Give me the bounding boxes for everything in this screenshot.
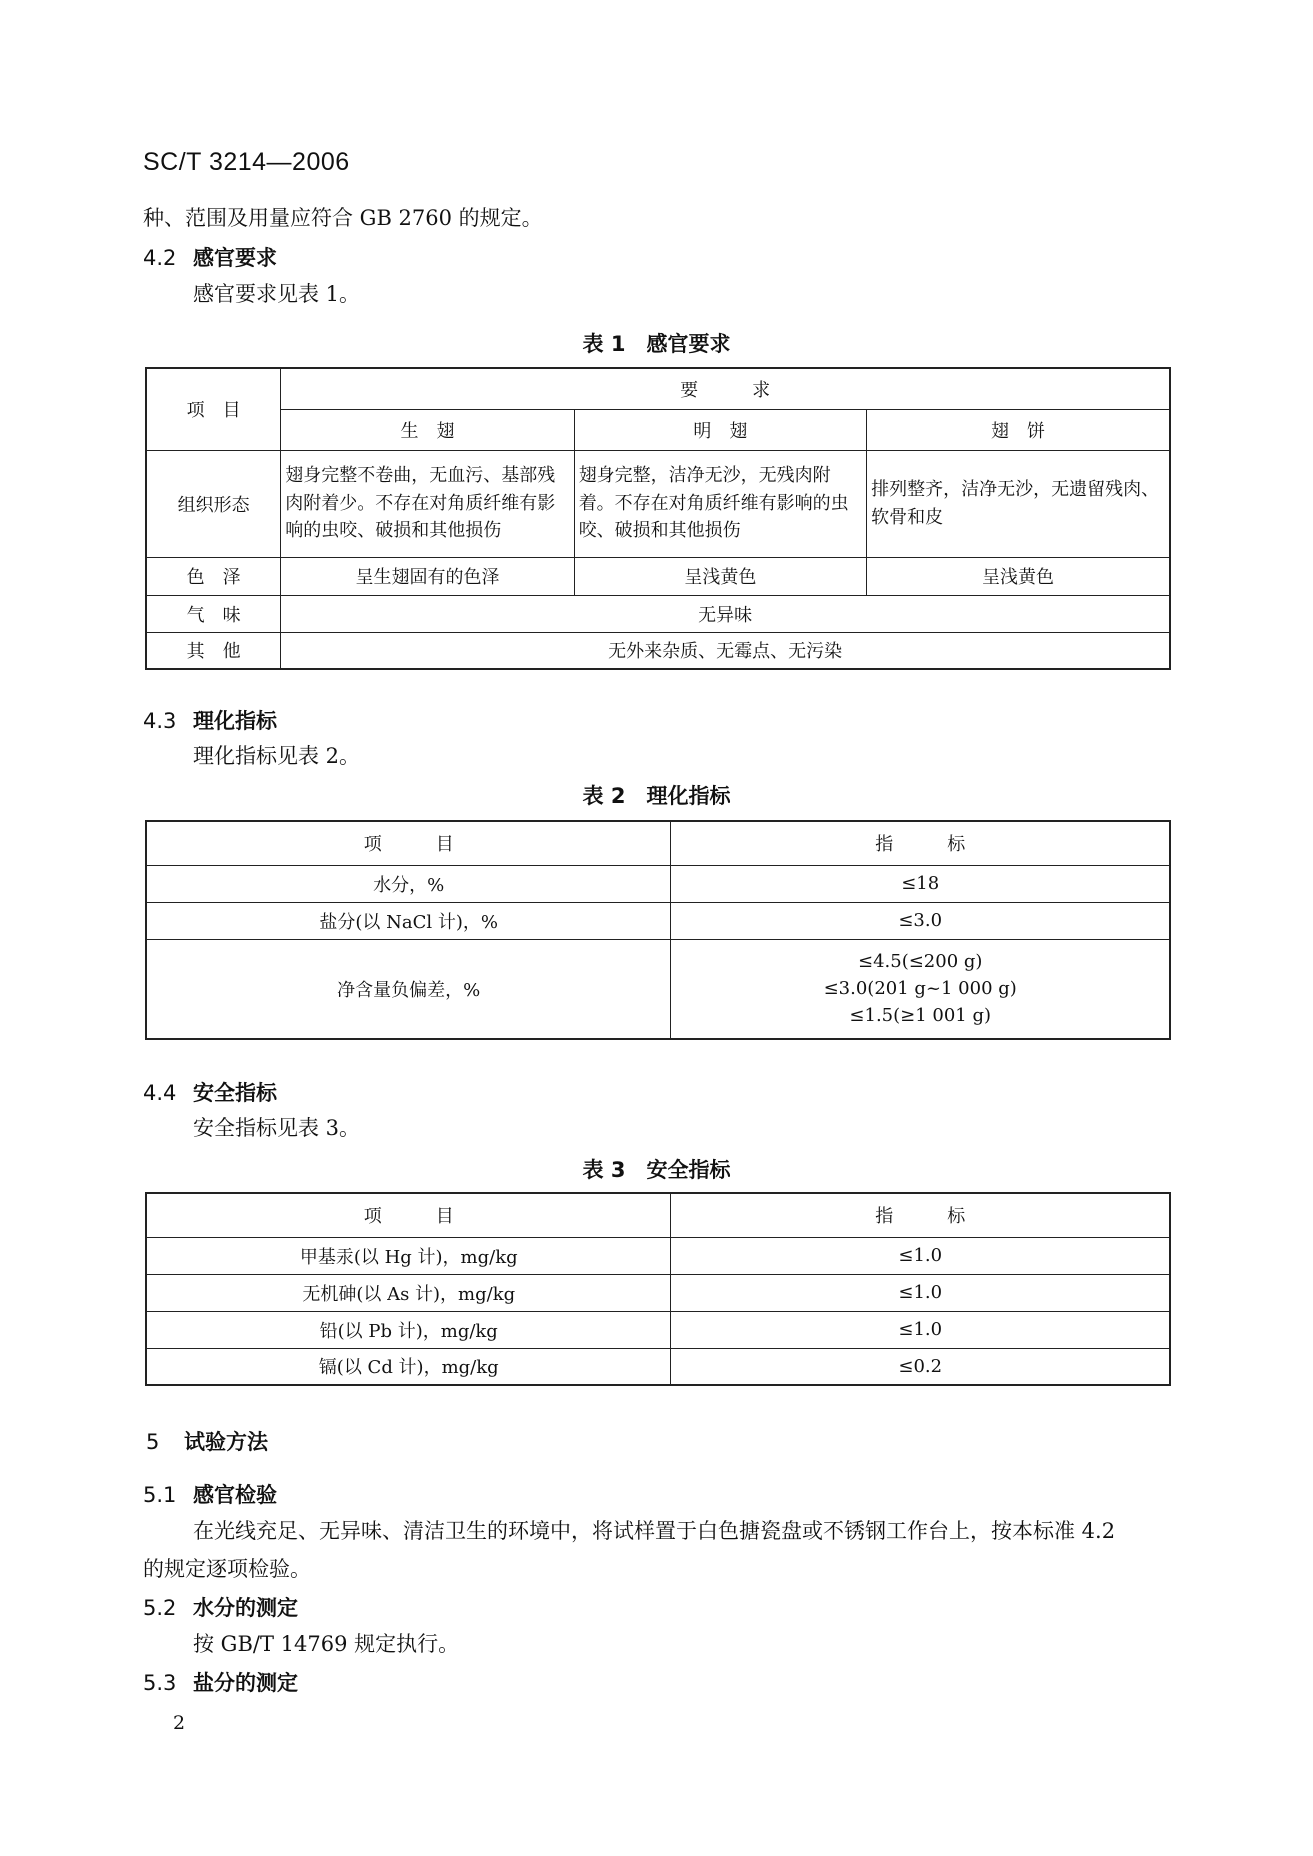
- table1-caption: 表 1 感官要求: [582, 332, 731, 356]
- cell: 呈生翅固有的色泽: [281, 557, 574, 595]
- row-label: 组织形态: [146, 450, 281, 557]
- section-4-4-text: 安全指标见表 3。: [193, 1116, 361, 1140]
- table1-subheader-fin-cake: 翅 饼: [867, 409, 1170, 450]
- section-title: 水分的测定: [193, 1596, 298, 1620]
- section-number: 5.3: [143, 1671, 177, 1695]
- section-number: 5: [146, 1430, 160, 1454]
- net-range-mid: ≤3.0(201 g~1 000 g): [823, 978, 1017, 1000]
- cell: ≤1.0: [671, 1274, 1170, 1311]
- cell: 净含量负偏差，%: [146, 939, 671, 1039]
- intro-line: 种、范围及用量应符合 GB 2760 的规定。: [143, 206, 543, 230]
- cell: 呈浅黄色: [867, 557, 1170, 595]
- table-row: [146, 450, 1170, 557]
- section-5-1-heading: [143, 1479, 277, 1509]
- section-title: 安全指标: [193, 1081, 277, 1105]
- section-5-2-heading: [143, 1592, 298, 1622]
- section-title: 感官检验: [193, 1483, 277, 1507]
- table1-subheader-bright-fin: 明 翅: [574, 409, 866, 450]
- section-title: 盐分的测定: [193, 1671, 298, 1695]
- cell: 呈浅黄色: [574, 557, 866, 595]
- cell: ≤1.0: [671, 1237, 1170, 1274]
- cell: ≤1.0: [671, 1311, 1170, 1348]
- section-number: 5.1: [143, 1483, 177, 1507]
- table1-header-item: 项 目: [146, 368, 281, 450]
- section-4-4-heading: [143, 1077, 277, 1107]
- cell: 无机砷(以 As 计)，mg/kg: [146, 1274, 671, 1311]
- section-4-3-text: 理化指标见表 2。: [193, 744, 361, 768]
- section-4-2-heading: [143, 242, 277, 272]
- section-number: 4.2: [143, 246, 177, 270]
- table3-caption: 表 3 安全指标: [582, 1158, 731, 1182]
- section-number: 4.3: [143, 709, 177, 733]
- standard-number: SC/T 3214—2006: [143, 148, 350, 176]
- table-row: [146, 1311, 1170, 1348]
- table1-subheader-raw-fin: 生 翅: [281, 409, 574, 450]
- table3-header-item: 项 目: [146, 1193, 671, 1237]
- section-number: 5.2: [143, 1596, 177, 1620]
- table-row: [146, 1237, 1170, 1274]
- safety-indicators-table: [145, 1192, 1171, 1386]
- cell: ≤0.2: [671, 1348, 1170, 1385]
- net-range-large: ≤1.5(≥1 001 g): [849, 1005, 992, 1027]
- section-title: 理化指标: [193, 709, 277, 733]
- cell: ≤18: [671, 865, 1170, 902]
- section-5-3-heading: [143, 1667, 298, 1697]
- section-5-heading: [146, 1426, 268, 1456]
- row-label: 色 泽: [146, 557, 281, 595]
- row-label: 气 味: [146, 595, 281, 632]
- table2-caption: 表 2 理化指标: [582, 784, 731, 808]
- section-title: 感官要求: [193, 246, 277, 270]
- table-row: [146, 902, 1170, 939]
- page-number: 2: [173, 1712, 186, 1734]
- table2-header-item: 项 目: [146, 821, 671, 865]
- table-row: [146, 557, 1170, 595]
- physicochemical-table: [145, 820, 1171, 1040]
- cell: 翅身完整不卷曲，无血污、基部残肉附着少。不存在对角质纤维有影响的虫咬、破损和其他损伤: [281, 450, 574, 557]
- cell: 无异味: [281, 595, 1170, 632]
- section-4-2-text: 感官要求见表 1。: [193, 282, 361, 306]
- cell: 排列整齐，洁净无沙，无遗留残肉、软骨和皮: [867, 450, 1170, 557]
- cell: 水分，%: [146, 865, 671, 902]
- table1-header-requirements: 要 求: [281, 368, 1170, 409]
- section-5-1-text-line2: 的规定逐项检验。: [143, 1557, 311, 1581]
- cell: 盐分(以 NaCl 计)，%: [146, 902, 671, 939]
- cell: 甲基汞(以 Hg 计)，mg/kg: [146, 1237, 671, 1274]
- cell: 铅(以 Pb 计)，mg/kg: [146, 1311, 671, 1348]
- section-number: 4.4: [143, 1081, 177, 1105]
- table-row: [146, 632, 1170, 669]
- cell: 无外来杂质、无霉点、无污染: [281, 632, 1170, 669]
- cell: 翅身完整，洁净无沙，无残肉附着。不存在对角质纤维有影响的虫咬、破损和其他损伤: [574, 450, 866, 557]
- section-5-1-text-line1: 在光线充足、无异味、清洁卫生的环境中，将试样置于白色搪瓷盘或不锈钢工作台上，按本标准 4.2: [193, 1519, 1116, 1543]
- net-range-small: ≤4.5(≤200 g): [857, 951, 983, 973]
- table2-header-index: 指 标: [671, 821, 1170, 865]
- table-row: [146, 865, 1170, 902]
- sensory-requirements-table: [145, 367, 1171, 670]
- section-title: 试验方法: [184, 1430, 268, 1454]
- cell: [671, 939, 1170, 1039]
- table3-header-index: 指 标: [671, 1193, 1170, 1237]
- section-5-2-text: 按 GB/T 14769 规定执行。: [193, 1632, 460, 1656]
- table-row: [146, 939, 1170, 1039]
- table-row: [146, 1274, 1170, 1311]
- row-label: 其 他: [146, 632, 281, 669]
- cell: 镉(以 Cd 计)，mg/kg: [146, 1348, 671, 1385]
- table-row: [146, 1348, 1170, 1385]
- cell: ≤3.0: [671, 902, 1170, 939]
- section-4-3-heading: [143, 705, 277, 735]
- table-row: [146, 595, 1170, 632]
